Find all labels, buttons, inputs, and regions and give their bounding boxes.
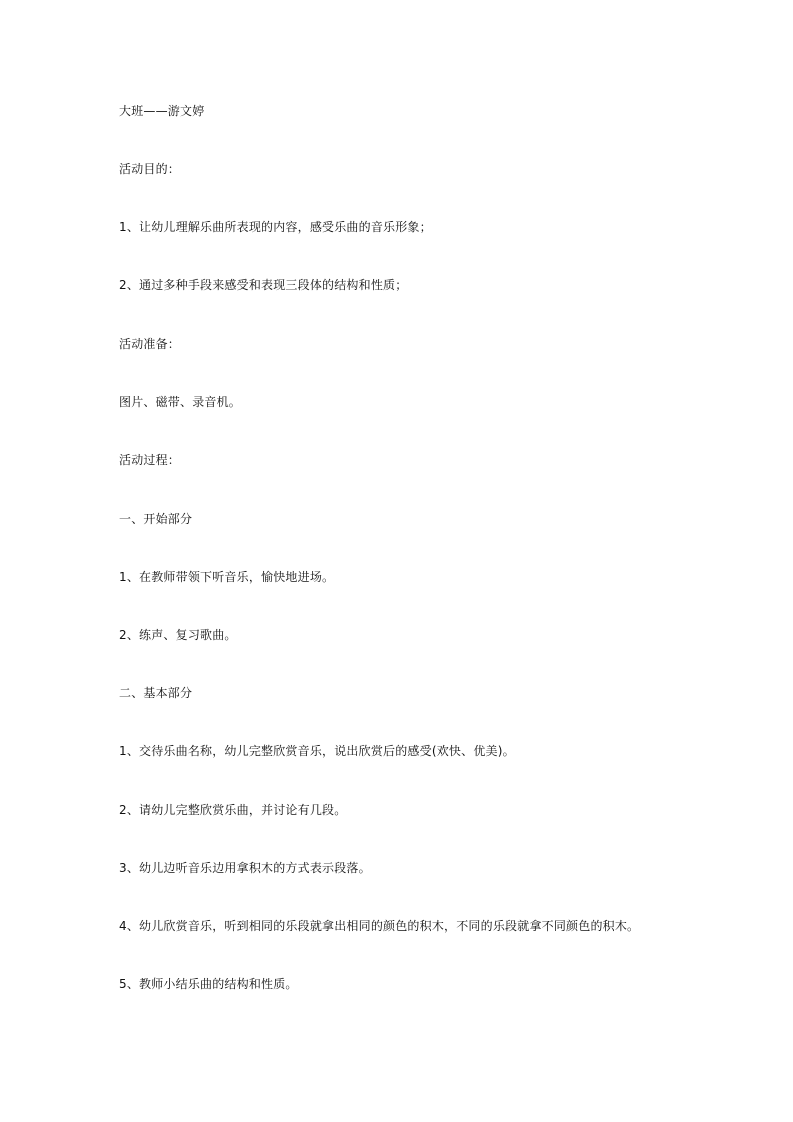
part1-step: 2、练声、复习歌曲。 — [119, 628, 237, 642]
part2-step: 1、交待乐曲名称，幼儿完整欣赏音乐，说出欣赏后的感受(欢快、优美)。 — [119, 744, 515, 758]
prep-heading: 活动准备： — [119, 337, 181, 351]
part2-step: 2、请幼儿完整欣赏乐曲，并讨论有几段。 — [119, 803, 347, 817]
goal-item: 2、通过多种手段来感受和表现三段体的结构和性质； — [119, 278, 408, 292]
process-heading: 活动过程： — [119, 453, 181, 467]
goal-heading: 活动目的： — [119, 162, 181, 176]
part2-step: 5、教师小结乐曲的结构和性质。 — [119, 977, 298, 991]
part2-step: 4、幼儿欣赏音乐，听到相同的乐段就拿出相同的颜色的积木，不同的乐段就拿不同颜色的积木。 — [119, 919, 640, 933]
part1-heading: 一、开始部分 — [119, 512, 193, 526]
part1-step: 1、在教师带领下听音乐，愉快地进场。 — [119, 570, 335, 584]
part2-heading: 二、基本部分 — [119, 686, 193, 700]
part2-step: 3、幼儿边听音乐边用拿积木的方式表示段落。 — [119, 861, 371, 875]
materials-line: 图片、磁带、录音机。 — [119, 395, 242, 409]
author-line: 大班——游文婷 — [119, 104, 205, 118]
goal-item: 1、让幼儿理解乐曲所表现的内容，感受乐曲的音乐形象； — [119, 220, 432, 234]
